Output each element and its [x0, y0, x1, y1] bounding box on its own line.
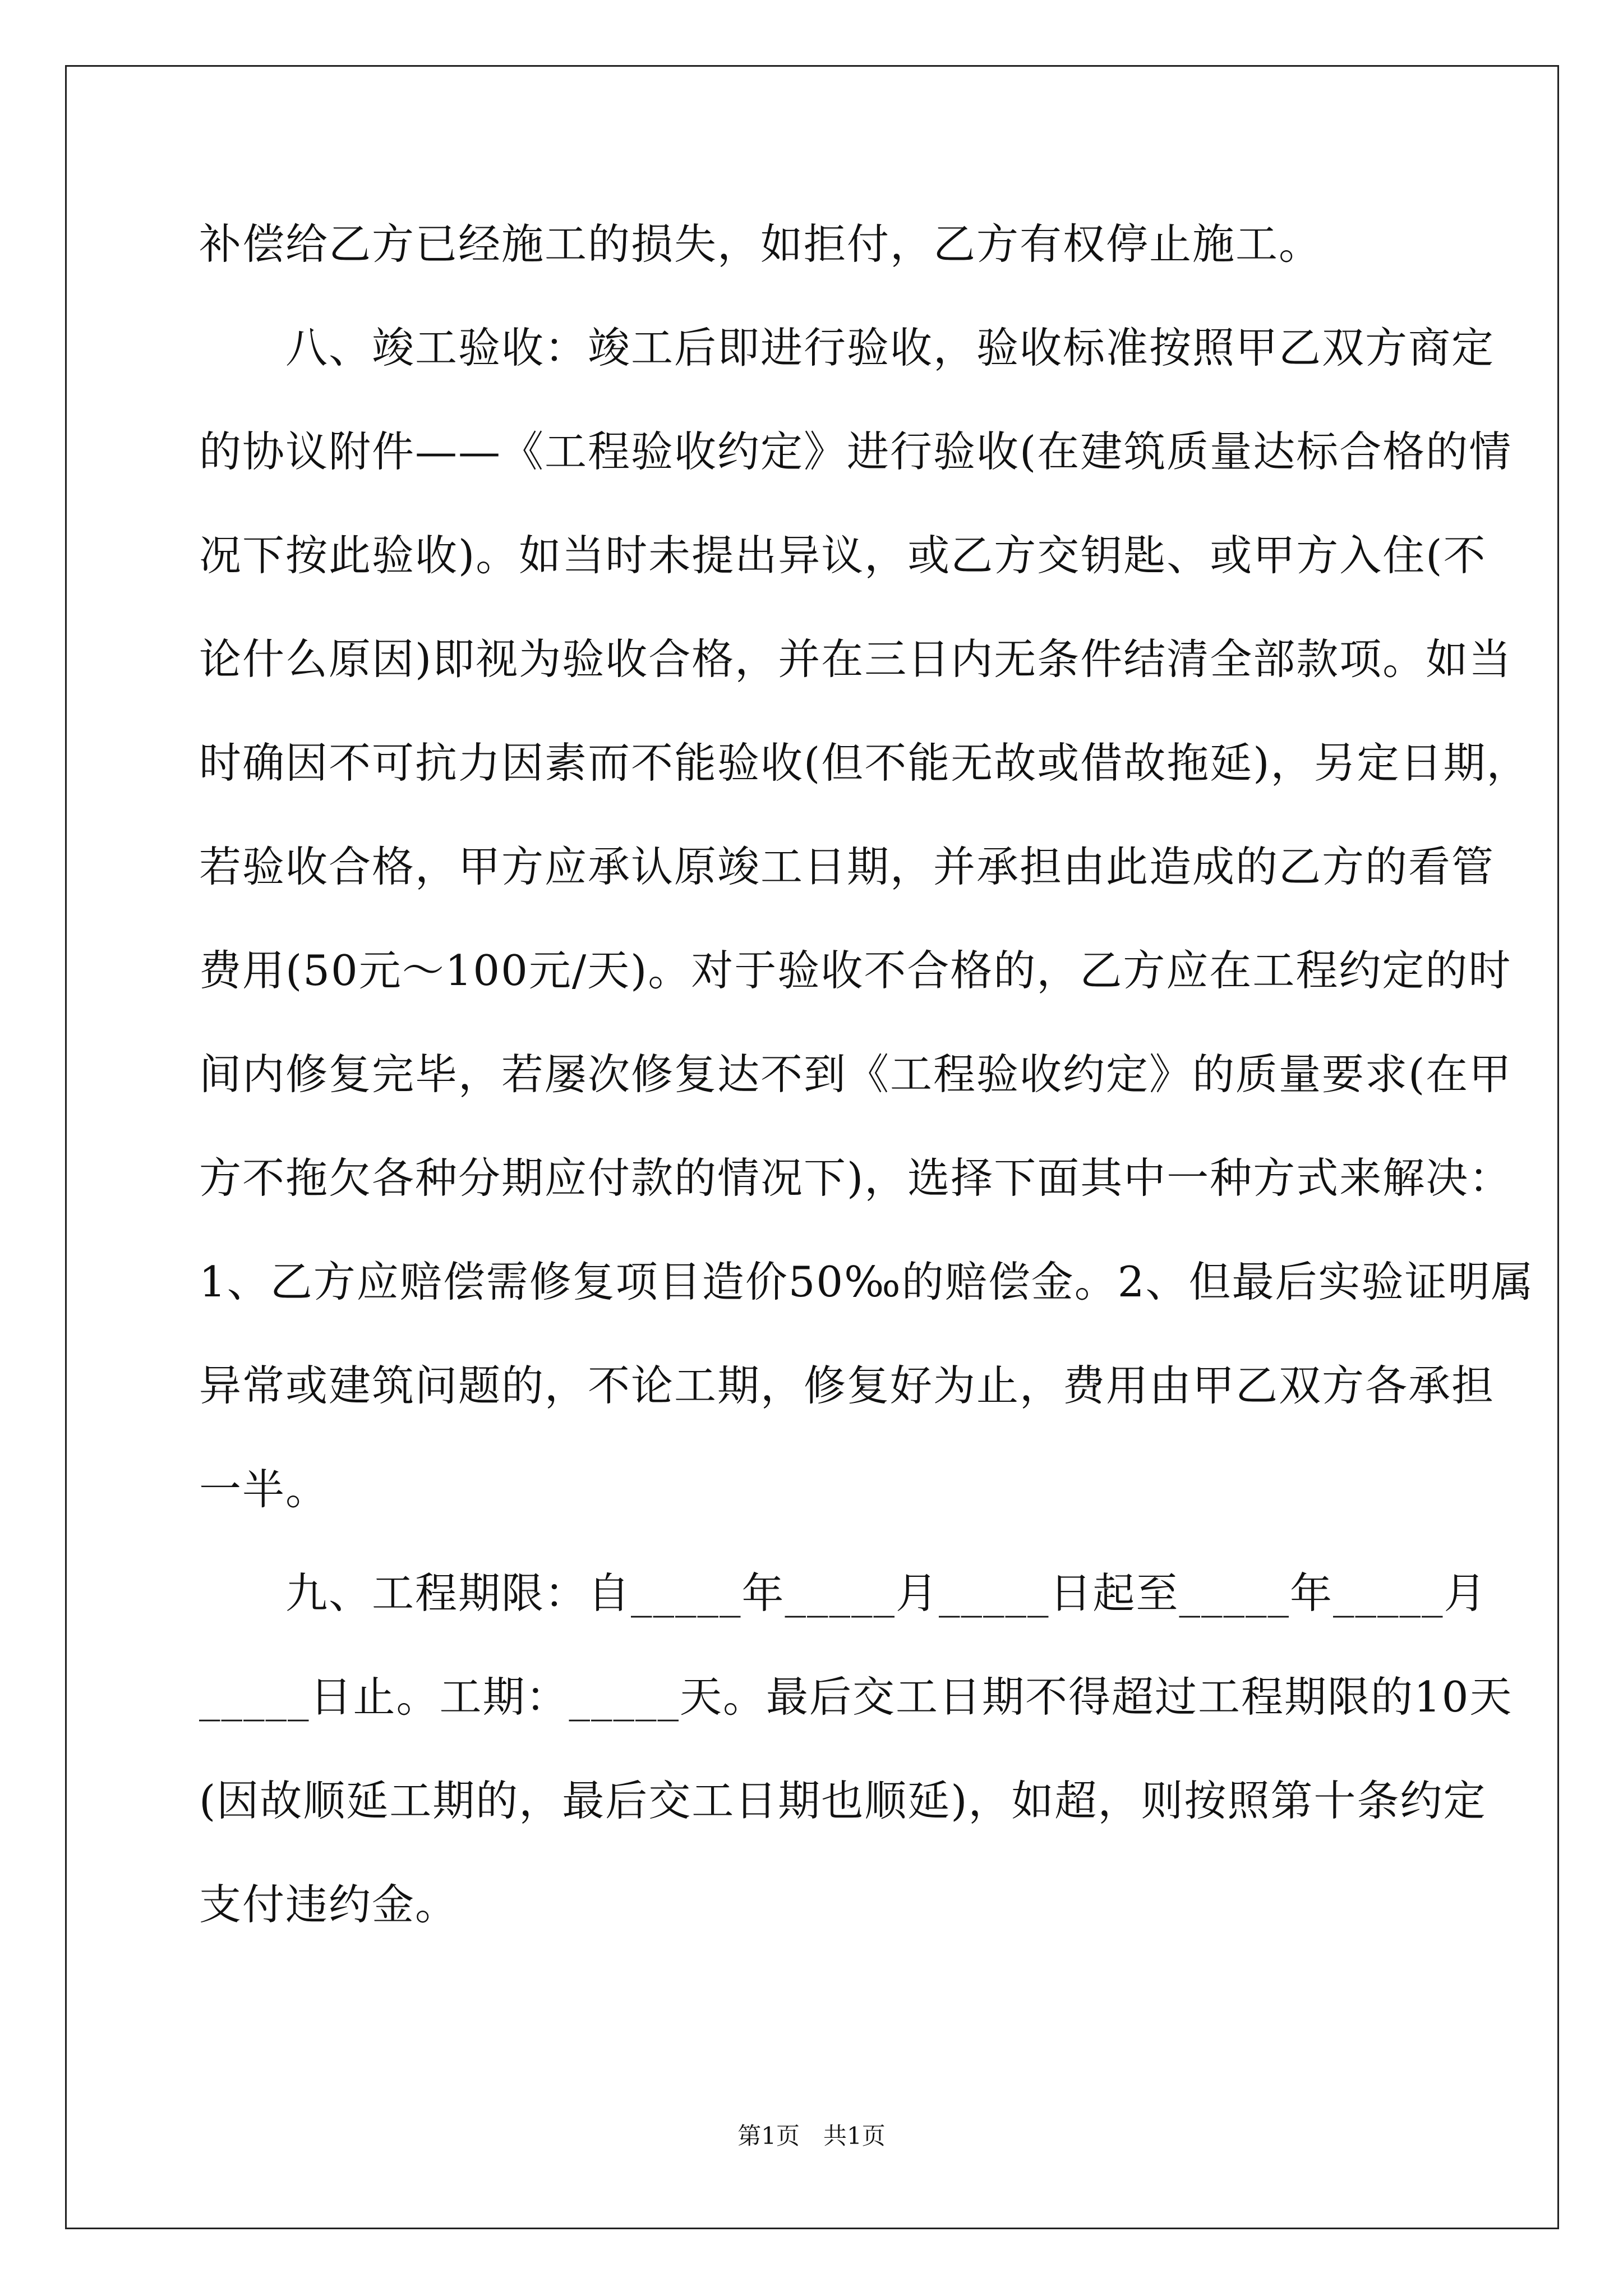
text-line: 补偿给乙方已经施工的损失，如拒付，乙方有权停止施工。: [199, 219, 1322, 269]
text-line: 支付违约金。: [199, 1880, 459, 1929]
text-line: 1、乙方应赔偿需修复项目造价50‰的赔偿金。2、但最后实验证明属: [199, 1257, 1534, 1306]
text-line: 费用(50元～100元/天)。对于验收不合格的，乙方应在工程约定的时: [199, 946, 1512, 995]
page-number-footer: 第1页 共1页: [737, 2122, 886, 2150]
text-line: (因故顺延工期的，最后交工日期也顺延)，如超，则按照第十条约定: [199, 1776, 1487, 1825]
text-line: 况下按此验收)。如当时未提出异议，或乙方交钥匙、或甲方入住(不: [199, 531, 1487, 580]
text-line: 异常或建筑问题的，不论工期，修复好为止，费用由甲乙双方各承担: [199, 1361, 1495, 1410]
text-line: _____日止。工期：_____天。最后交工日期不得超过工程期限的10天: [199, 1672, 1513, 1722]
text-line: 时确因不可抗力因素而不能验收(但不能无故或借故拖延)，另定日期，: [199, 738, 1530, 788]
text-line: 八、竣工验收：竣工后即进行验收，验收标准按照甲乙双方商定: [199, 323, 1495, 372]
text-line: 方不拖欠各种分期应付款的情况下)，选择下面其中一种方式来解决：: [199, 1153, 1513, 1203]
text-line: 的协议附件——《工程验收约定》进行验收(在建筑质量达标合格的情: [199, 427, 1513, 476]
text-line: 若验收合格，甲方应承认原竣工日期，并承担由此造成的乙方的看管: [199, 842, 1495, 891]
text-line: 间内修复完毕，若屡次修复达不到《工程验收约定》的质量要求(在甲: [199, 1050, 1513, 1099]
text-line: 论什么原因)即视为验收合格，并在三日内无条件结清全部款项。如当: [199, 634, 1513, 684]
text-line: 九、工程期限：自_____年_____月_____日起至_____年_____月: [199, 1568, 1487, 1618]
text-line: 一半。: [199, 1465, 329, 1514]
